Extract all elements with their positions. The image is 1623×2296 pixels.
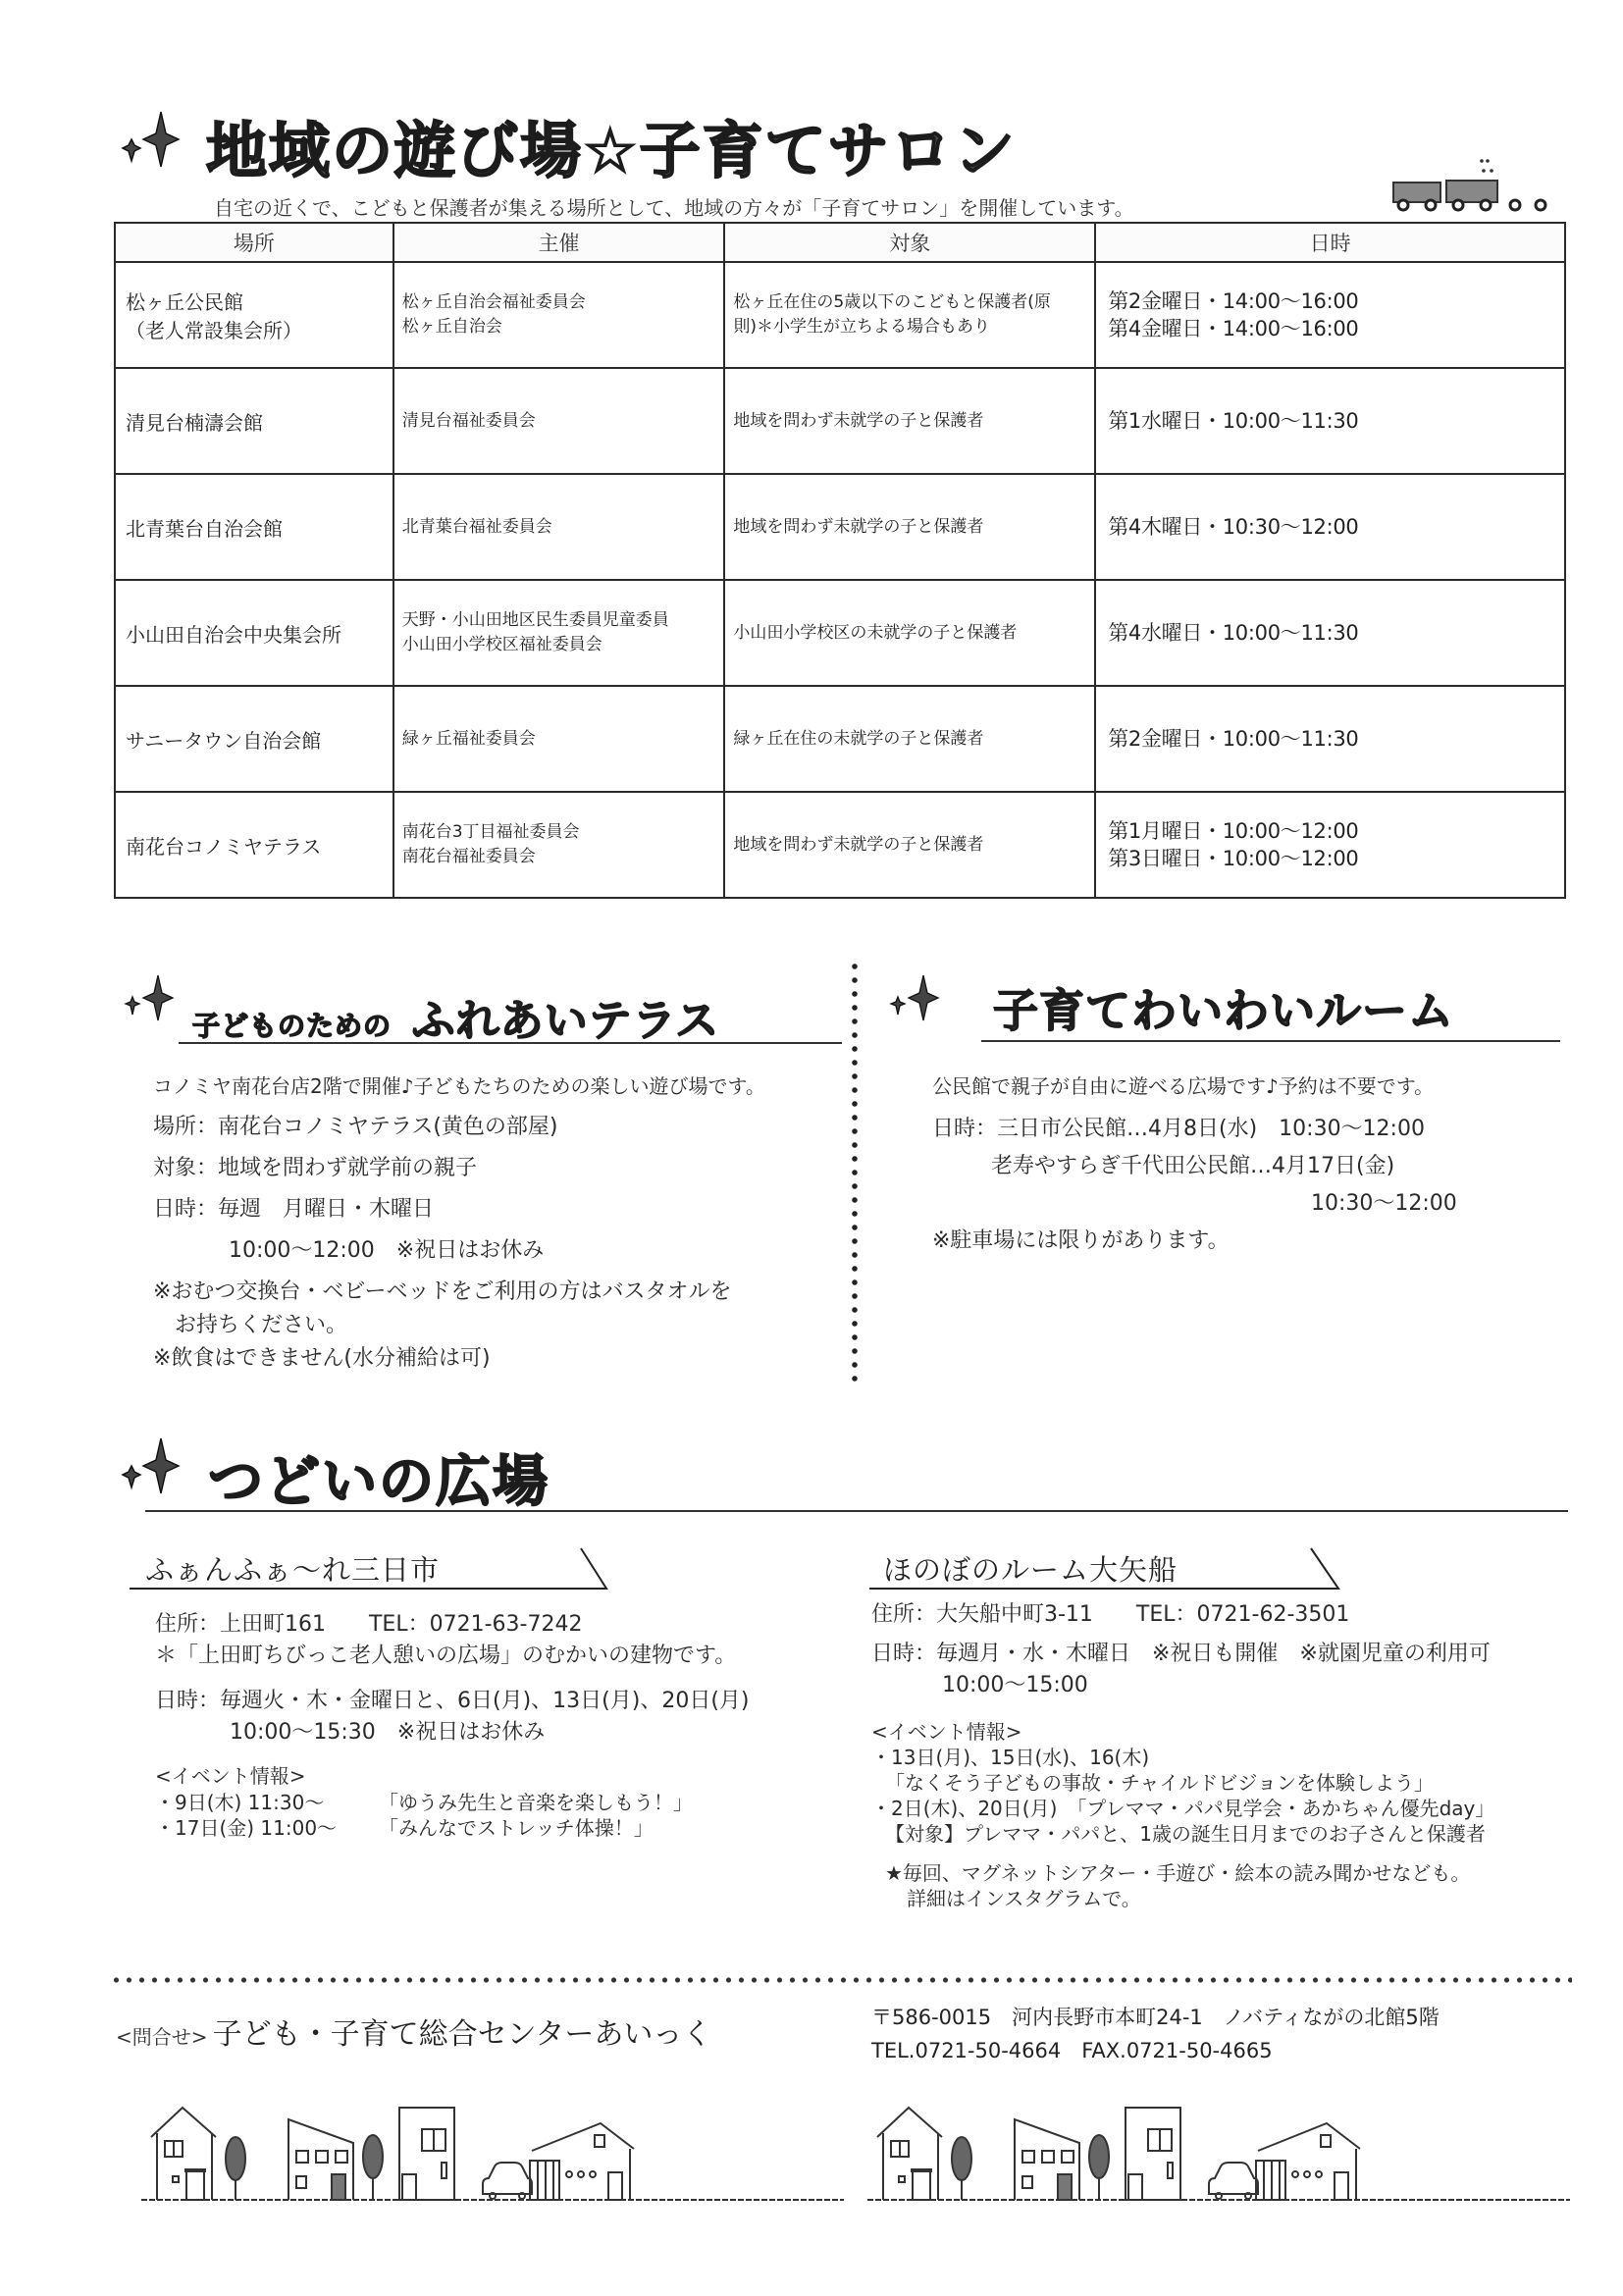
fureai-body [153, 1070, 765, 1376]
cell-place [115, 792, 393, 898]
target-line: 緑ヶ丘在住の未就学の子と保護者 [733, 728, 984, 749]
target-line: 地域を問わず未就学の子と保護者 [733, 410, 984, 431]
host-line: 北青葉台福祉委員会 [401, 516, 552, 537]
cell-target [724, 262, 1095, 368]
mikkaichi-time-2: 10:00～15:30 ※祝日はお休み [230, 1720, 546, 1745]
host-line: 松ヶ丘自治会福祉委員会 [401, 292, 586, 312]
sparkle-icon [123, 971, 178, 1022]
time-line: 第4木曜日・10:30～12:00 [1108, 515, 1359, 539]
place-line: 小山田自治会中央集会所 [126, 622, 341, 647]
cell-place [115, 474, 393, 580]
host-line: 南花台福祉委員会 [401, 847, 536, 866]
column-header-host: 主催 [393, 223, 725, 262]
target-line: 則)＊小学生が立ちよる場合もあり [733, 317, 991, 337]
time-line: 第4金曜日・14:00～16:00 [1108, 317, 1359, 340]
oyafune-event-line: ・13日(月)、15日(水)、16(木) [871, 1746, 1150, 1769]
host-line: 清見台福祉委員会 [401, 410, 536, 431]
cell-place [115, 686, 393, 792]
salon-title: 地域の遊び場☆子育てサロン [206, 115, 1017, 186]
oyafune-note: ★毎回、マグネットシアター・手遊び・絵本の読み聞かせなども。 [885, 1861, 1471, 1885]
oyafune-time-2: 10:00～15:00 [942, 1673, 1088, 1697]
center-phones: TEL.0721-50-4664 FAX.0721-50-4665 [871, 2039, 1273, 2062]
fureai-note-1b: お持ちください。 [175, 1313, 348, 1337]
fureai-intro: コノミヤ南花台店2階で開催♪子どもたちのための楽しい遊び場です。 [153, 1074, 765, 1098]
place-line: （老人常設集会所） [126, 319, 302, 342]
oyafune-event-line: 「なくそう子どもの事故・チャイルドビジョンを体験しよう」 [885, 1771, 1434, 1795]
salon-table [114, 222, 1566, 899]
cell-host [393, 580, 725, 686]
oyafune-info [871, 1599, 1494, 1911]
cell-place [115, 580, 393, 686]
time-line: 第4水曜日・10:00～11:30 [1108, 621, 1359, 645]
target-line: 松ヶ丘在住の5歳以下のこどもと保護者(原 [733, 292, 1051, 312]
cell-time [1095, 580, 1565, 686]
table-row [115, 474, 1565, 580]
time-line: 第2金曜日・10:00～11:30 [1108, 727, 1359, 751]
center-name: 子ども・子育て総合センターあいっく [212, 2017, 712, 2052]
mikkaichi-note: ＊「上田町ちびっこ老人憩いの広場」のむかいの建物です。 [155, 1644, 737, 1668]
cell-target [724, 368, 1095, 474]
column-header-time: 日時 [1095, 223, 1565, 262]
table-row [115, 792, 1565, 898]
sparkle-icon [118, 1433, 186, 1495]
table-row [115, 580, 1565, 686]
waiwai-note: ※駐車場には限りがあります。 [932, 1228, 1230, 1253]
cell-host [393, 368, 725, 474]
fureai-title [192, 985, 719, 1048]
event-title: 「みんなでストレッチ体操！」 [379, 1816, 654, 1840]
mikkaichi-address: 住所：上田町161 TEL：0721-63-7242 [155, 1612, 583, 1637]
train-icon [1384, 147, 1570, 216]
target-line: 小山田小学校区の未就学の子と保護者 [733, 622, 1018, 643]
oyafune-address: 住所：大矢船中町3-11 TEL：0721-62-3501 [871, 1602, 1350, 1627]
cell-place [115, 262, 393, 368]
salon-intro: 自宅の近くで、こどもと保護者が集える場所として、地域の方々が「子育てサロン」を開催しています。 [214, 196, 1134, 220]
table-row [115, 262, 1565, 368]
host-line: 緑ヶ丘福祉委員会 [401, 728, 536, 749]
table-row [115, 368, 1565, 474]
waiwai-time-2: 老寿やすらぎ千代田公民館…4月17日(金) [991, 1154, 1395, 1178]
oyafune-event-header: <イベント情報> [871, 1720, 1022, 1744]
waiwai-body [932, 1070, 1457, 1258]
cell-target [724, 474, 1095, 580]
footer-divider [110, 1976, 1572, 1984]
mikkaichi-time-1: 日時：毎週火・木・金曜日と、6日(月)、13日(月)、20日(月) [155, 1689, 750, 1713]
target-line: 地域を問わず未就学の子と保護者 [733, 834, 984, 855]
time-line: 第3日曜日・10:00～12:00 [1108, 847, 1359, 870]
cell-target [724, 580, 1095, 686]
time-line: 第1月曜日・10:00～12:00 [1108, 819, 1359, 843]
oyafune-event-line: 【対象】プレママ・パパと、1歳の誕生日月までのお子さんと保護者 [885, 1822, 1486, 1846]
time-line: 第2金曜日・14:00～16:00 [1108, 289, 1359, 313]
house-illustration [137, 2090, 1580, 2208]
host-line: 小山田小学校区福祉委員会 [401, 635, 602, 654]
mikkaichi-info [155, 1609, 750, 1841]
column-header-place: 場所 [115, 223, 393, 262]
sparkle-icon [118, 106, 186, 169]
cell-target [724, 686, 1095, 792]
waiwai-title: 子育てわいわいルーム [993, 984, 1454, 1037]
table-row [115, 686, 1565, 792]
contact-block [116, 2009, 711, 2053]
place-line: サニータウン自治会館 [126, 728, 322, 753]
fureai-underline [179, 1042, 842, 1044]
sparkle-icon [888, 971, 943, 1022]
event-date: ・17日(金) 11:00～ [155, 1816, 338, 1840]
mikkaichi-event [155, 1790, 750, 1815]
cell-time [1095, 474, 1565, 580]
tab-underline-icon [867, 1546, 1368, 1592]
waiwai-underline [981, 1040, 1560, 1042]
column-divider [852, 960, 858, 1382]
facility-name-oyafune: ほのぼのルーム大矢船 [883, 1553, 1178, 1587]
host-line: 天野・小山田地区民生委員児童委員 [401, 610, 669, 630]
waiwai-time-2b: 10:30～12:00 [1311, 1191, 1457, 1216]
cell-time [1095, 686, 1565, 792]
place-line: 松ヶ丘公民館 [126, 290, 243, 314]
waiwai-time-1: 日時：三日市公民館…4月8日(水) 10:30～12:00 [932, 1117, 1425, 1141]
tsudoi-title: つどいの広場 [208, 1450, 550, 1514]
cell-target [724, 792, 1095, 898]
fureai-note-1: ※おむつ交換台・ベビーベッドをご利用の方はバスタオルを [153, 1279, 732, 1304]
fureai-title-small: 子どものための [192, 1010, 393, 1042]
fureai-day: 日時：毎週 月曜日・木曜日 [153, 1197, 435, 1222]
time-line: 第1水曜日・10:00～11:30 [1108, 409, 1359, 433]
cell-host [393, 474, 725, 580]
cell-time [1095, 368, 1565, 474]
cell-time [1095, 792, 1565, 898]
host-line: 南花台3丁目福祉委員会 [401, 822, 580, 842]
host-line: 松ヶ丘自治会 [401, 317, 502, 337]
fureai-time: 10:00～12:00 ※祝日はお休み [229, 1238, 545, 1263]
fureai-place: 場所：南花台コノミヤテラス(黄色の部屋) [153, 1115, 558, 1139]
center-address: 〒586-0015 河内長野市本町24-1 ノバティながの北館5階 [871, 2006, 1440, 2029]
cell-host [393, 262, 725, 368]
fureai-target: 対象：地域を問わず就学前の親子 [153, 1156, 478, 1180]
oyafune-time-1: 日時：毎週月・水・木曜日 ※祝日も開催 ※就園児童の利用可 [871, 1642, 1491, 1666]
place-line: 南花台コノミヤテラス [126, 834, 322, 859]
event-title: 「ゆうみ先生と音楽を楽しもう！」 [379, 1791, 693, 1814]
tab-underline-icon [128, 1546, 638, 1592]
target-line: 地域を問わず未就学の子と保護者 [733, 516, 984, 537]
mikkaichi-event [155, 1815, 750, 1841]
contact-label: <問合せ> [116, 2025, 208, 2049]
cell-host [393, 686, 725, 792]
oyafune-note: 詳細はインスタグラムで。 [907, 1887, 1141, 1910]
facility-name-mikkaichi: ふぁんふぁ～れ三日市 [145, 1553, 441, 1587]
waiwai-intro: 公民館で親子が自由に遊べる広場です♪予約は不要です。 [932, 1074, 1435, 1098]
tsudoi-underline [145, 1510, 1568, 1512]
cell-time [1095, 262, 1565, 368]
table-header-row [115, 223, 1565, 262]
place-line: 清見台楠濤会館 [126, 410, 263, 435]
oyafune-event-line: ・2日(木)、20日(月) 「プレママ・パパ見学会・あかちゃん優先day」 [871, 1797, 1495, 1820]
event-date: ・9日(木) 11:30～ [155, 1791, 325, 1814]
fureai-title-big: ふれあいテラス [411, 996, 720, 1046]
fureai-note-2: ※飲食はできません(水分補給は可) [153, 1346, 491, 1371]
mikkaichi-event-header: <イベント情報> [155, 1764, 306, 1788]
cell-place [115, 368, 393, 474]
place-line: 北青葉台自治会館 [126, 516, 283, 541]
cell-host [393, 792, 725, 898]
column-header-target: 対象 [724, 223, 1095, 262]
